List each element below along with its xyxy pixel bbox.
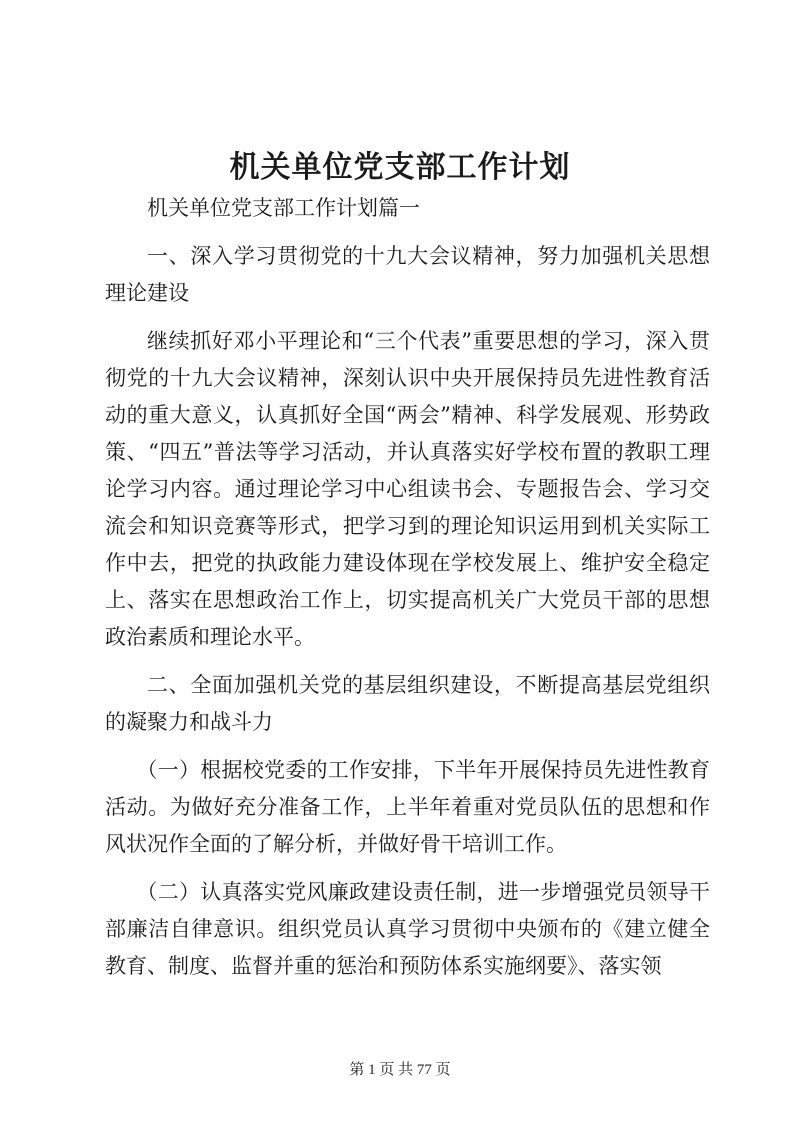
- paragraph-heading-1: 一、深入学习贯彻党的十九大会议精神，努力加强机关思想理论建设: [105, 244, 710, 305]
- document-body: [105, 190, 710, 996]
- paragraph-heading-2: 二、全面加强机关党的基层组织建设，不断提高基层党组织的凝聚力和战斗力: [105, 673, 710, 734]
- page-number: 第 1 页 共 77 页: [349, 1062, 451, 1078]
- document-title: 机关单位党支部工作计划: [229, 150, 571, 185]
- section-heading: 机关单位党支部工作计划篇一: [147, 196, 420, 220]
- paragraph-item-2: （二）认真落实党风廉政建设责任制，进一步增强党员领导干部廉洁自律意识。组织党员认真学习贯彻中央颁布的《建立健全教育、制度、监督并重的惩治和预防体系实施纲要》、落实领: [105, 880, 710, 978]
- paragraph-item-1: （一）根据校党委的工作安排，下半年开展保持员先进性教育活动。为做好充分准备工作，上半年着重对党员队伍的思想和作风状况作全面的了解分析，并做好骨干培训工作。: [105, 758, 710, 856]
- paragraph-body-1: 继续抓好邓小平理论和“三个代表”重要思想的学习，深入贯彻党的十九大会议精神，深刻认识中央开展保持员先进性教育活动的重大意义，认真抓好全国“两会”精神、科学发展观、形势政策、“四五”普法等学习活动，并认真落实好学校布置的教职工理论学习内容。通过理论学习中心组读书会、专题报告会、学习交流会和知识竞赛等形式，把学习到的理论知识运用到机关实际工作中去，把党的执政能力建设体现在学校发展上、维护安全稳定上、落实在思想政治工作上，切实提高机关广大党员干部的思想政治素质和理论水平。: [105, 329, 710, 649]
